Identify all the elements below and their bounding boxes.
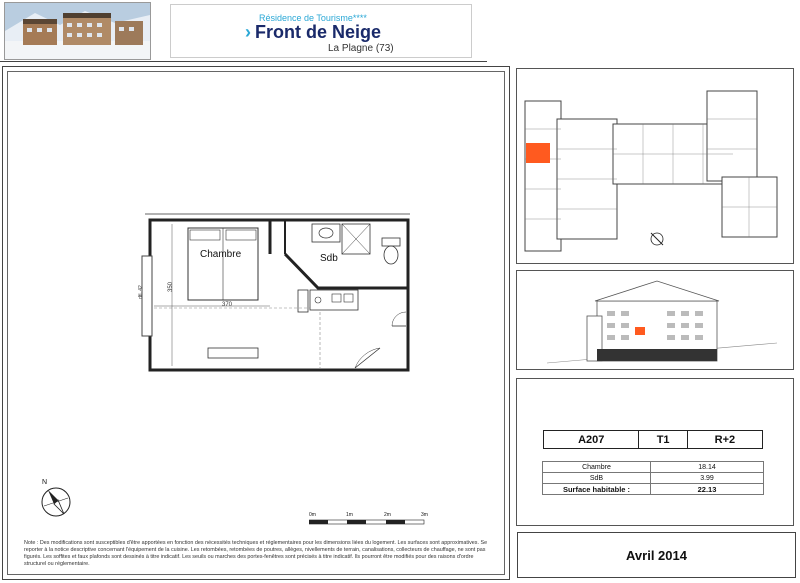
compass-icon — [38, 484, 74, 520]
surface-table — [542, 461, 764, 495]
building-elevation-panel — [516, 270, 794, 370]
room-label-chambre: Chambre — [200, 249, 242, 260]
north-label: N — [42, 479, 48, 486]
unit-level: R+2 — [687, 431, 762, 449]
scale-1: 1m — [346, 512, 353, 518]
residence-title-box — [170, 4, 472, 58]
unit-reference-table — [543, 430, 763, 449]
chevron-right-icon: › — [245, 22, 251, 42]
residence-name: › Front de Neige — [245, 22, 382, 42]
disclaimer-note: Note : Des modifications sont susceptibles d'être apportées en fonction des nécessités techniques et réglementaires pour les dimensions liées du logement. Les surfaces sont approximatives. Se reporter à la notice descriptive concernant l'équipement de la cuisine. Les retombées, retombées de poutres, allèges, nivellements de terrain, canalisations, collecteurs de chauffage, ne sont pas figurés. Les soffites et faux plafonds sont dessinés à titre indicatif. Les seuils ou marches des portes-fenêtres sont précisés à titre indicatif. Ils pourront être modifiés pour des raisons d'ordre structurel ou réglementaire. — [24, 540, 488, 567]
unit-ref: A207 — [544, 431, 639, 449]
residence-photo — [4, 2, 151, 60]
dimension-width: 370 — [222, 302, 233, 308]
table-row: SdB 3.99 — [543, 473, 764, 484]
elevation-unit-highlight — [635, 327, 645, 335]
table-row: Chambre 18.14 — [543, 462, 764, 473]
scale-0: 0m — [309, 512, 316, 518]
document-date: Avril 2014 — [517, 532, 796, 578]
building-elevation — [517, 271, 793, 369]
header-divider — [0, 61, 487, 62]
scale-bar — [309, 518, 429, 526]
unit-info-panel — [516, 378, 794, 526]
unit-type: T1 — [639, 431, 687, 449]
dimension-side: dtl. 42 — [137, 285, 144, 299]
residence-type: Résidence de Tourisme**** — [259, 13, 367, 23]
building-floor-plan-panel — [516, 68, 794, 264]
room-label-sdb: Sdb — [320, 253, 338, 264]
total-row: Surface habitable : 22.13 — [543, 484, 764, 495]
building-floor-plan — [517, 69, 793, 263]
apartment-floor-plan — [130, 208, 420, 378]
dimension-depth: 350 — [168, 281, 175, 293]
unit-highlight — [526, 143, 550, 163]
scale-2: 2m — [384, 512, 391, 518]
scale-3: 3m — [421, 512, 428, 518]
residence-location: La Plagne (73) — [328, 43, 394, 54]
